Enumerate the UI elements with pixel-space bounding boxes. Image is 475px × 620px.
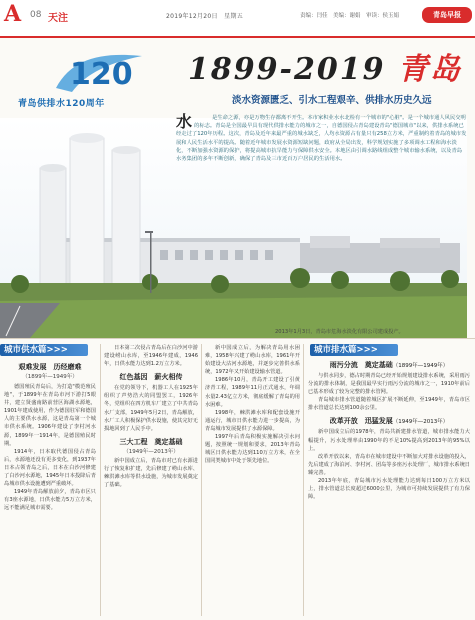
badge-label: 青岛供排水120周年 <box>18 99 105 109</box>
right-paragraph: 2013年年底，青岛城市污水处理能力达到每日100万立方米以上，排水管道总长度超过6000公里，为城市可持续发展提供了有力保障。 <box>308 478 470 501</box>
drainage-banner: 城市排水篇>>> <box>310 344 398 356</box>
column-rule <box>201 344 202 616</box>
mid2-paragraph: 1997年后青岛积极实施解决引水问题，按照统一规划和要求，2013年青岛城区日供水能力达到110万立方米，在全国同类城市中处于领先地位。 <box>205 434 300 465</box>
photo-caption: 2013年1月3日，青岛市危海水淡化有限公司建成投产。 <box>275 329 404 335</box>
middle-column-2 <box>205 344 300 465</box>
water-supply-banner: 城市供水篇>>> <box>0 344 88 356</box>
mid1-paragraph: 日本第二次侵占青岛后在白沙河中游建设崂山水库，至1946年建成，1946年，日供水能力达到1.2万立方米。 <box>104 345 198 368</box>
badge-number: 120 <box>70 57 133 92</box>
section-name: 天注 <box>48 13 68 24</box>
mid1-paragraph: 新中国成立后，青岛市对已有水源进行了恢复和扩建，先后修建了崂山水库、棘洪滩水库等供水设施，为城市发展奠定了基础。 <box>104 457 198 489</box>
headline-years-black: 1899-2019 <box>188 52 386 87</box>
newspaper-logo: 青岛早报 <box>422 7 472 23</box>
left-column <box>4 362 96 513</box>
right-heading-2: 改革开放 迅猛发展 <box>329 417 393 426</box>
mid1-heading-2-sub: （1949年—2013年） <box>123 448 179 455</box>
right-paragraph: 青岛城市排水管道随着城区扩展不断延伸，至1949年，青岛市区排水管道总长达到100余公里。 <box>308 397 470 412</box>
left-paragraph: 1914年，日本取代德国侵占青岛后，水源地还没有更多变化，到1937年日本占领青岛之后，日本在白沙河修建了白沙河水源地，1945年日本投降后青岛城市供水设施遭到严重破坏。 <box>4 448 96 488</box>
anniversary-120-badge <box>52 48 146 96</box>
intro-text: 是生命之源，亦是万物生存都离不开生。本市家积业水水北检有一个城市的"心脏"。是一个城市通人风民交明的标志。青岛是全国最早具有现代供排水能力的城市之一，自德国侵占青岛建设青岛"德国城市"以来，供排水系统已经走过了120年历程。这次，青岛及近年来最严重的城水缺乏，人均水资源占有量只有258立方米，严重制约着青岛的城市发展和人民生活水平的提高。随着近年城市发展水资源短缺问题，政府从全局出发，科学规划实施了多项调水工程和海水淡化，不断加强水资源的保护，将提高城市抗旱能力与保障供水安全。本地区由引调水路线组成整个城市输水系统，以及青岛水务集团的多年不断创新，确保了青岛及三市近百万户居民的生活用水。 <box>176 115 467 163</box>
mid2-paragraph: 1998年，棘洪滩水库和配套设施开通运行，城市日供水能力进一步提高，为青岛城市发展提供了水源保障。 <box>205 409 300 432</box>
headline-years-red: 青岛 <box>397 52 462 87</box>
header-divider <box>0 36 475 38</box>
mid1-heading-1: 红色基因 薪火相传 <box>119 373 183 382</box>
middle-column-1 <box>104 344 198 489</box>
left-paragraph: 德国殖民青岛后，为打造"模范殖民地"，于1899年在青岛市河下游打5眼井，建立贤盛南路前营区海湖水源地，1901年建成使用，作为德国驻军和德国人的主要供水水源，这是青岛第一个城市供水系统。1906年建设了李村河水源，1899年一1914年，是德国殖民时期。 <box>4 384 96 447</box>
intro-paragraph <box>176 114 467 163</box>
right-paragraph: 新中国成立后的1978年，青岛共新建排水管道，城市排水能力大幅提升，污水处理率由1990年的不足10%提高到2013年的95%以上。 <box>308 429 470 452</box>
headline-subtitle: 淡水资源匮乏、引水工程艰辛、供排水历史久远 <box>232 95 432 106</box>
page-number: 08 <box>30 10 42 20</box>
left-heading: 艰难发展 历经磨难 <box>18 363 82 371</box>
column-rule <box>100 344 101 616</box>
right-column <box>308 360 470 501</box>
right-heading-1: 雨污分流 奠定基础 <box>329 361 393 369</box>
brand-letter: A <box>4 1 22 27</box>
section-divider <box>0 338 475 339</box>
intro-dropcap: 水 <box>176 112 193 131</box>
issue-date: 2019年12月20日 星期五 <box>166 13 244 20</box>
right-heading-1-sub: （1899年—1949年） <box>392 363 449 369</box>
mid1-paragraph: 在党的领导下，机器工人在1925年组织了声势浩大的同盟罢工，1926年冬，党组织在四方机车厂建立了中共青岛水厂支部，1949年5月2日，青岛解放，水厂工人积极保护供水设施，使其完好无损地回到了人民手中。 <box>104 385 198 432</box>
mid2-paragraph: 新中国成立后，为解决青岛用水困难，1958年兴建了崂山水库，1961年开始建设大沽河水源地，并逐步完善供水系统，1972年又开始建设输水管道。 <box>205 345 300 376</box>
mid2-paragraph: 1986年10月，青岛开工建设了引黄济青工程，1989年11月正式通水，年调水量2.43亿立方米，彻底缓解了青岛的用水困难。 <box>205 377 300 408</box>
headline-years <box>188 44 462 88</box>
right-paragraph: 改革开放以来，青岛市在城市建设中不断加大对排水设施的投入，先后建成了海泊河、李村河、团岛等多座污水处理厂，城市排水系统日臻完善。 <box>308 453 470 476</box>
column-rule <box>303 344 304 616</box>
right-heading-2-sub: （1949年—2013年） <box>392 419 449 426</box>
editor-credits: 责编：闫佳 美编：谢娟 审读：侯玉娟 <box>300 13 400 19</box>
left-paragraph: 1949年青岛解放前夕，青岛市区只有3座水源地，日供水能力5万立方米，远不能满足城市需要。 <box>4 489 96 512</box>
right-paragraph: 与供水同步，德占时期青岛已经开始规划建设排水系统，采用雨污分流的排水体制，是我国最早实行雨污分流的城市之一，1910年前后已基本形成了较为完整的排水管网。 <box>308 373 470 396</box>
left-heading-sub: （1899年—1949年） <box>22 374 78 380</box>
mid1-heading-2: 三大工程 奠定基础 <box>119 437 183 446</box>
